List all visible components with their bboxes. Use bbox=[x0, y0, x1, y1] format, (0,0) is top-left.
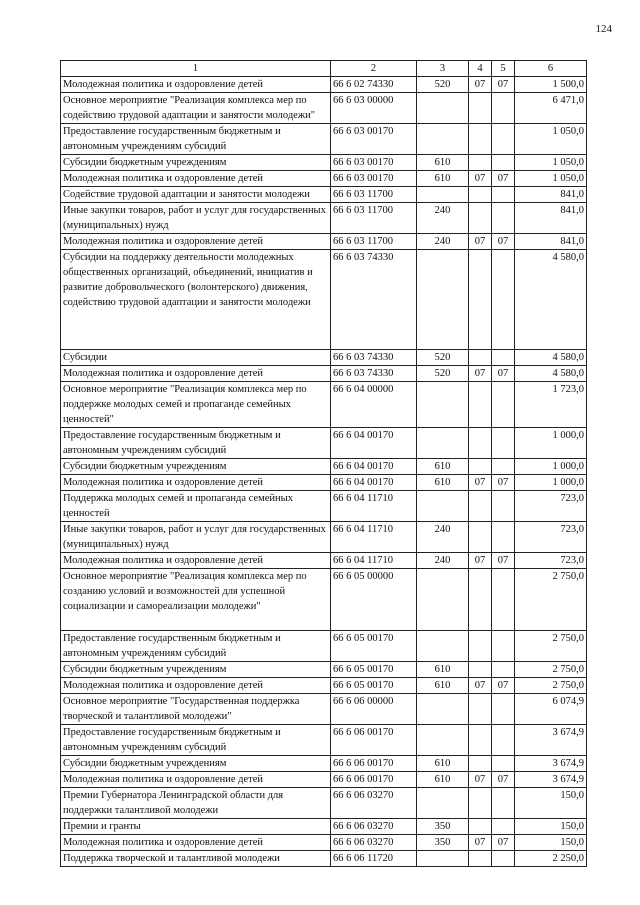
row-sum-cell: 1 723,0 bbox=[515, 382, 587, 428]
row-name-cell: Молодежная политика и оздоровление детей bbox=[61, 77, 331, 93]
row-name-cell: Основное мероприятие "Реализация комплекса мер по созданию условий и возможностей для успешной социализации и самореализации молодежи" bbox=[61, 569, 331, 631]
row-sum-cell: 723,0 bbox=[515, 491, 587, 522]
row-name-cell: Молодежная политика и оздоровление детей bbox=[61, 678, 331, 694]
row-sum-cell: 723,0 bbox=[515, 522, 587, 553]
table-row bbox=[61, 788, 587, 819]
row-expense-type-cell bbox=[417, 93, 469, 124]
row-sum-cell: 1 000,0 bbox=[515, 459, 587, 475]
row-sum-cell: 3 674,9 bbox=[515, 772, 587, 788]
header-col-5: 5 bbox=[492, 61, 515, 77]
row-section-cell: 07 bbox=[469, 77, 492, 93]
row-code-cell: 66 6 06 00170 bbox=[331, 756, 417, 772]
row-code-cell: 66 6 05 00170 bbox=[331, 678, 417, 694]
row-expense-type-cell bbox=[417, 725, 469, 756]
table-row bbox=[61, 694, 587, 725]
row-section-cell bbox=[469, 428, 492, 459]
row-expense-type-cell bbox=[417, 428, 469, 459]
row-name-cell: Субсидии бюджетным учреждениям bbox=[61, 459, 331, 475]
row-name-cell: Предоставление государственным бюджетным и автономным учреждениям субсидий bbox=[61, 631, 331, 662]
row-name-cell: Молодежная политика и оздоровление детей bbox=[61, 835, 331, 851]
row-section-cell bbox=[469, 350, 492, 366]
header-col-4: 4 bbox=[469, 61, 492, 77]
row-code-cell: 66 6 03 00000 bbox=[331, 93, 417, 124]
row-expense-type-cell: 240 bbox=[417, 522, 469, 553]
row-section-cell bbox=[469, 250, 492, 350]
row-sum-cell: 1 050,0 bbox=[515, 171, 587, 187]
row-code-cell: 66 6 06 00170 bbox=[331, 772, 417, 788]
row-name-cell: Содействие трудовой адаптации и занятости молодежи bbox=[61, 187, 331, 203]
row-code-cell: 66 6 04 11710 bbox=[331, 553, 417, 569]
row-name-cell: Основное мероприятие "Государственная поддержка творческой и талантливой молодежи" bbox=[61, 694, 331, 725]
row-name-cell: Молодежная политика и оздоровление детей bbox=[61, 366, 331, 382]
row-subsection-cell bbox=[492, 428, 515, 459]
row-sum-cell: 1 050,0 bbox=[515, 155, 587, 171]
row-sum-cell: 4 580,0 bbox=[515, 350, 587, 366]
row-code-cell: 66 6 04 00170 bbox=[331, 428, 417, 459]
row-subsection-cell: 07 bbox=[492, 772, 515, 788]
row-subsection-cell bbox=[492, 350, 515, 366]
row-subsection-cell bbox=[492, 522, 515, 553]
table-row bbox=[61, 491, 587, 522]
row-section-cell bbox=[469, 694, 492, 725]
table-row bbox=[61, 350, 587, 366]
row-code-cell: 66 6 06 00170 bbox=[331, 725, 417, 756]
row-sum-cell: 150,0 bbox=[515, 835, 587, 851]
table-row bbox=[61, 835, 587, 851]
row-name-cell: Субсидии бюджетным учреждениям bbox=[61, 662, 331, 678]
row-sum-cell: 4 580,0 bbox=[515, 250, 587, 350]
table-row bbox=[61, 155, 587, 171]
row-code-cell: 66 6 05 00170 bbox=[331, 662, 417, 678]
row-expense-type-cell: 610 bbox=[417, 171, 469, 187]
row-code-cell: 66 6 06 03270 bbox=[331, 835, 417, 851]
row-expense-type-cell: 610 bbox=[417, 459, 469, 475]
row-section-cell bbox=[469, 756, 492, 772]
row-sum-cell: 841,0 bbox=[515, 187, 587, 203]
table-row bbox=[61, 203, 587, 234]
row-expense-type-cell: 240 bbox=[417, 553, 469, 569]
table-row bbox=[61, 475, 587, 491]
row-subsection-cell: 07 bbox=[492, 171, 515, 187]
row-sum-cell: 3 674,9 bbox=[515, 725, 587, 756]
row-subsection-cell bbox=[492, 491, 515, 522]
row-sum-cell: 841,0 bbox=[515, 234, 587, 250]
table-row bbox=[61, 382, 587, 428]
row-name-cell: Основное мероприятие "Реализация комплекса мер по поддержке молодых семей и пропаганде семейных ценностей" bbox=[61, 382, 331, 428]
row-name-cell: Молодежная политика и оздоровление детей bbox=[61, 234, 331, 250]
header-col-1: 1 bbox=[61, 61, 331, 77]
row-code-cell: 66 6 03 11700 bbox=[331, 234, 417, 250]
row-expense-type-cell: 240 bbox=[417, 234, 469, 250]
table-row bbox=[61, 819, 587, 835]
row-section-cell: 07 bbox=[469, 835, 492, 851]
row-section-cell: 07 bbox=[469, 171, 492, 187]
row-code-cell: 66 6 04 00170 bbox=[331, 475, 417, 491]
row-code-cell: 66 6 03 00170 bbox=[331, 171, 417, 187]
row-section-cell: 07 bbox=[469, 475, 492, 491]
table-row bbox=[61, 553, 587, 569]
row-name-cell: Субсидии бюджетным учреждениям bbox=[61, 756, 331, 772]
row-sum-cell: 2 750,0 bbox=[515, 569, 587, 631]
row-expense-type-cell: 520 bbox=[417, 366, 469, 382]
row-sum-cell: 1 000,0 bbox=[515, 428, 587, 459]
row-subsection-cell: 07 bbox=[492, 835, 515, 851]
table-row bbox=[61, 851, 587, 867]
table-row bbox=[61, 522, 587, 553]
table-row bbox=[61, 772, 587, 788]
row-name-cell: Субсидии на поддержку деятельности молодежных общественных организаций, объединений, инициатив и развитие добровольческого (волонтерского) движения, содействию трудовой адаптации и занятости молодежи bbox=[61, 250, 331, 350]
row-section-cell bbox=[469, 124, 492, 155]
row-subsection-cell bbox=[492, 382, 515, 428]
row-expense-type-cell bbox=[417, 788, 469, 819]
row-name-cell: Молодежная политика и оздоровление детей bbox=[61, 475, 331, 491]
row-code-cell: 66 6 06 11720 bbox=[331, 851, 417, 867]
row-expense-type-cell bbox=[417, 694, 469, 725]
table-header-row bbox=[61, 61, 587, 77]
table-row bbox=[61, 171, 587, 187]
row-code-cell: 66 6 04 11710 bbox=[331, 522, 417, 553]
row-code-cell: 66 6 03 74330 bbox=[331, 366, 417, 382]
row-subsection-cell bbox=[492, 569, 515, 631]
row-expense-type-cell bbox=[417, 631, 469, 662]
table-row bbox=[61, 234, 587, 250]
row-code-cell: 66 6 03 11700 bbox=[331, 187, 417, 203]
row-sum-cell: 1 050,0 bbox=[515, 124, 587, 155]
page-number: 124 bbox=[595, 23, 612, 35]
row-code-cell: 66 6 04 11710 bbox=[331, 491, 417, 522]
row-sum-cell: 150,0 bbox=[515, 788, 587, 819]
row-code-cell: 66 6 06 03270 bbox=[331, 788, 417, 819]
row-expense-type-cell: 240 bbox=[417, 203, 469, 234]
row-code-cell: 66 6 03 11700 bbox=[331, 203, 417, 234]
row-subsection-cell bbox=[492, 93, 515, 124]
table-row bbox=[61, 93, 587, 124]
row-subsection-cell bbox=[492, 187, 515, 203]
row-section-cell bbox=[469, 93, 492, 124]
row-subsection-cell bbox=[492, 725, 515, 756]
row-subsection-cell: 07 bbox=[492, 77, 515, 93]
row-section-cell bbox=[469, 155, 492, 171]
row-name-cell: Основное мероприятие "Реализация комплекса мер по содействию трудовой адаптации и занятости молодежи" bbox=[61, 93, 331, 124]
row-expense-type-cell: 610 bbox=[417, 662, 469, 678]
row-expense-type-cell: 610 bbox=[417, 772, 469, 788]
row-sum-cell: 6 074,9 bbox=[515, 694, 587, 725]
row-expense-type-cell: 350 bbox=[417, 819, 469, 835]
row-subsection-cell: 07 bbox=[492, 234, 515, 250]
row-expense-type-cell bbox=[417, 569, 469, 631]
row-expense-type-cell bbox=[417, 491, 469, 522]
row-expense-type-cell: 610 bbox=[417, 475, 469, 491]
row-name-cell: Молодежная политика и оздоровление детей bbox=[61, 553, 331, 569]
row-section-cell bbox=[469, 725, 492, 756]
row-subsection-cell bbox=[492, 124, 515, 155]
row-code-cell: 66 6 06 00000 bbox=[331, 694, 417, 725]
row-subsection-cell bbox=[492, 819, 515, 835]
row-code-cell: 66 6 03 00170 bbox=[331, 124, 417, 155]
row-code-cell: 66 6 04 00000 bbox=[331, 382, 417, 428]
row-section-cell bbox=[469, 851, 492, 867]
row-expense-type-cell bbox=[417, 382, 469, 428]
row-sum-cell: 1 000,0 bbox=[515, 475, 587, 491]
row-code-cell: 66 6 03 74330 bbox=[331, 250, 417, 350]
row-expense-type-cell bbox=[417, 187, 469, 203]
row-section-cell: 07 bbox=[469, 234, 492, 250]
row-code-cell: 66 6 04 00170 bbox=[331, 459, 417, 475]
row-name-cell: Иные закупки товаров, работ и услуг для государственных (муниципальных) нужд bbox=[61, 203, 331, 234]
row-subsection-cell bbox=[492, 250, 515, 350]
row-sum-cell: 3 674,9 bbox=[515, 756, 587, 772]
table-row bbox=[61, 77, 587, 93]
budget-table bbox=[60, 60, 587, 867]
row-sum-cell: 6 471,0 bbox=[515, 93, 587, 124]
table-row bbox=[61, 187, 587, 203]
table-row bbox=[61, 631, 587, 662]
row-name-cell: Субсидии бюджетным учреждениям bbox=[61, 155, 331, 171]
row-sum-cell: 2 750,0 bbox=[515, 631, 587, 662]
row-name-cell: Субсидии bbox=[61, 350, 331, 366]
row-name-cell: Иные закупки товаров, работ и услуг для государственных (муниципальных) нужд bbox=[61, 522, 331, 553]
header-col-6: 6 bbox=[515, 61, 587, 77]
row-expense-type-cell bbox=[417, 124, 469, 155]
row-expense-type-cell: 520 bbox=[417, 350, 469, 366]
row-name-cell: Предоставление государственным бюджетным и автономным учреждениям субсидий bbox=[61, 428, 331, 459]
table-row bbox=[61, 428, 587, 459]
row-name-cell: Предоставление государственным бюджетным и автономным учреждениям субсидий bbox=[61, 124, 331, 155]
row-sum-cell: 841,0 bbox=[515, 203, 587, 234]
row-sum-cell: 2 750,0 bbox=[515, 678, 587, 694]
row-section-cell bbox=[469, 187, 492, 203]
row-expense-type-cell bbox=[417, 851, 469, 867]
row-code-cell: 66 6 02 74330 bbox=[331, 77, 417, 93]
row-section-cell bbox=[469, 382, 492, 428]
row-section-cell bbox=[469, 522, 492, 553]
row-section-cell bbox=[469, 203, 492, 234]
row-sum-cell: 1 500,0 bbox=[515, 77, 587, 93]
row-subsection-cell bbox=[492, 788, 515, 819]
row-section-cell bbox=[469, 459, 492, 475]
row-expense-type-cell: 610 bbox=[417, 756, 469, 772]
table-row bbox=[61, 725, 587, 756]
row-name-cell: Поддержка молодых семей и пропаганда семейных ценностей bbox=[61, 491, 331, 522]
row-expense-type-cell: 520 bbox=[417, 77, 469, 93]
header-col-2: 2 bbox=[331, 61, 417, 77]
row-expense-type-cell: 610 bbox=[417, 678, 469, 694]
header-col-3: 3 bbox=[417, 61, 469, 77]
row-subsection-cell bbox=[492, 662, 515, 678]
row-sum-cell: 723,0 bbox=[515, 553, 587, 569]
table-row bbox=[61, 366, 587, 382]
row-section-cell bbox=[469, 662, 492, 678]
row-section-cell: 07 bbox=[469, 366, 492, 382]
row-name-cell: Предоставление государственным бюджетным и автономным учреждениям субсидий bbox=[61, 725, 331, 756]
row-subsection-cell bbox=[492, 851, 515, 867]
table-row bbox=[61, 124, 587, 155]
row-code-cell: 66 6 05 00000 bbox=[331, 569, 417, 631]
table-row bbox=[61, 250, 587, 350]
row-subsection-cell: 07 bbox=[492, 366, 515, 382]
row-code-cell: 66 6 06 03270 bbox=[331, 819, 417, 835]
row-section-cell bbox=[469, 569, 492, 631]
row-subsection-cell bbox=[492, 459, 515, 475]
row-subsection-cell bbox=[492, 631, 515, 662]
row-section-cell bbox=[469, 788, 492, 819]
row-name-cell: Молодежная политика и оздоровление детей bbox=[61, 772, 331, 788]
row-subsection-cell bbox=[492, 203, 515, 234]
row-code-cell: 66 6 03 74330 bbox=[331, 350, 417, 366]
row-expense-type-cell bbox=[417, 250, 469, 350]
row-subsection-cell bbox=[492, 155, 515, 171]
row-expense-type-cell: 350 bbox=[417, 835, 469, 851]
table-row bbox=[61, 459, 587, 475]
table-row bbox=[61, 569, 587, 631]
row-sum-cell: 150,0 bbox=[515, 819, 587, 835]
row-name-cell: Поддержка творческой и талантливой молодежи bbox=[61, 851, 331, 867]
row-name-cell: Молодежная политика и оздоровление детей bbox=[61, 171, 331, 187]
row-section-cell bbox=[469, 819, 492, 835]
row-sum-cell: 2 250,0 bbox=[515, 851, 587, 867]
table-row bbox=[61, 678, 587, 694]
row-subsection-cell bbox=[492, 694, 515, 725]
row-section-cell: 07 bbox=[469, 553, 492, 569]
row-sum-cell: 2 750,0 bbox=[515, 662, 587, 678]
row-code-cell: 66 6 03 00170 bbox=[331, 155, 417, 171]
row-section-cell: 07 bbox=[469, 678, 492, 694]
row-subsection-cell: 07 bbox=[492, 678, 515, 694]
row-name-cell: Премии и гранты bbox=[61, 819, 331, 835]
row-section-cell: 07 bbox=[469, 772, 492, 788]
row-code-cell: 66 6 05 00170 bbox=[331, 631, 417, 662]
table-row bbox=[61, 662, 587, 678]
row-subsection-cell: 07 bbox=[492, 553, 515, 569]
table-row bbox=[61, 756, 587, 772]
row-subsection-cell bbox=[492, 756, 515, 772]
row-section-cell bbox=[469, 491, 492, 522]
row-section-cell bbox=[469, 631, 492, 662]
row-expense-type-cell: 610 bbox=[417, 155, 469, 171]
row-name-cell: Премии Губернатора Ленинградской области для поддержки талантливой молодежи bbox=[61, 788, 331, 819]
row-subsection-cell: 07 bbox=[492, 475, 515, 491]
row-sum-cell: 4 580,0 bbox=[515, 366, 587, 382]
